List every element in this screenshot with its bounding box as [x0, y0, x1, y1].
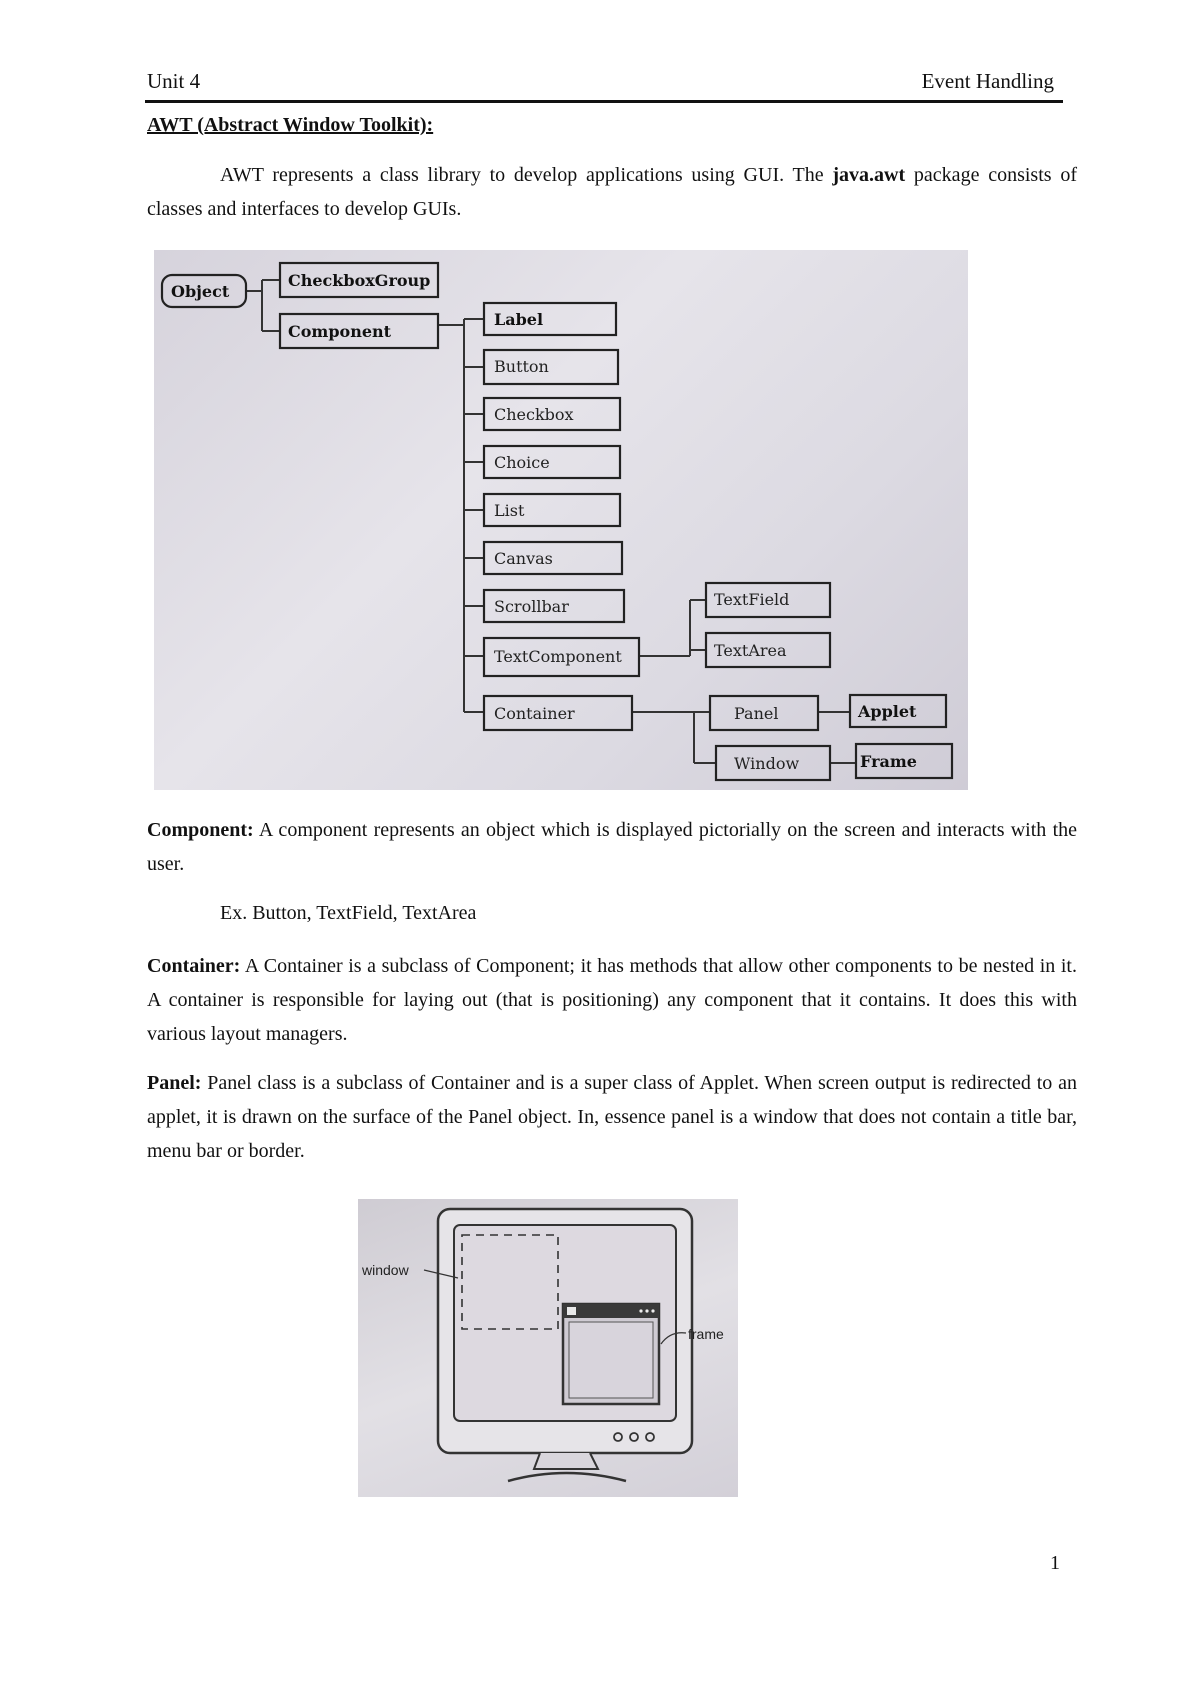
- node-checkbox: Checkbox: [494, 405, 574, 424]
- node-textarea: TextArea: [714, 641, 787, 660]
- page-number: 1: [1050, 1552, 1060, 1574]
- intro-text-2: package consists of classes and interfaces to develop GUIs.: [147, 164, 1077, 220]
- intro-paragraph: [147, 158, 1077, 226]
- node-textfield: TextField: [714, 590, 790, 609]
- component-term: Component:: [147, 819, 254, 841]
- intro-text-1: AWT represents a class library to develop applications using GUI. The: [220, 164, 833, 186]
- container-term: Container:: [147, 955, 241, 977]
- node-applet: Applet: [858, 702, 917, 721]
- node-button: Button: [494, 357, 549, 376]
- header-unit: Unit 4: [147, 69, 201, 93]
- node-window: Window: [734, 754, 800, 773]
- panel-text: Panel class is a subclass of Container and is a super class of Applet. When screen output is redirected to an applet, it is drawn on the surface of the Panel object. In, essence panel is a window that does not contain a title bar, menu bar or border.: [147, 1072, 1077, 1162]
- node-choice: Choice: [494, 453, 550, 472]
- node-list: List: [494, 501, 525, 520]
- panel-term: Panel:: [147, 1072, 202, 1094]
- section-title: AWT (Abstract Window Toolkit):: [147, 114, 434, 136]
- panel-definition: [147, 1066, 1077, 1168]
- container-definition: [147, 949, 1077, 1051]
- node-container: Container: [494, 704, 575, 723]
- node-canvas: Canvas: [494, 549, 553, 568]
- node-frame: Frame: [860, 752, 917, 771]
- node-label: Label: [494, 310, 544, 329]
- node-object: Object: [171, 282, 230, 301]
- intro-package: java.awt: [832, 164, 906, 186]
- frame-label: frame: [688, 1326, 724, 1342]
- node-component: Component: [288, 322, 392, 341]
- awt-hierarchy-diagram: [154, 250, 968, 790]
- node-textcomponent: TextComponent: [494, 647, 622, 666]
- window-label: window: [362, 1262, 409, 1278]
- node-panel: Panel: [734, 704, 779, 723]
- node-checkboxgroup: CheckboxGroup: [288, 271, 431, 290]
- header-rule: [145, 100, 1063, 103]
- frame-titlebar: [563, 1304, 659, 1318]
- header-topic: Event Handling: [921, 69, 1054, 93]
- node-scrollbar: Scrollbar: [494, 597, 569, 616]
- container-text: A Container is a subclass of Component; it has methods that allow other components to be nested in it. A container is responsible for laying out (that is positioning) any component that it contains. It does this with various layout managers.: [147, 955, 1077, 1045]
- component-text: A component represents an object which is displayed pictorially on the screen and interacts with the user.: [147, 819, 1077, 875]
- monitor-figure: [358, 1199, 738, 1497]
- component-definition: [147, 813, 1077, 881]
- example-line: Ex. Button, TextField, TextArea: [220, 902, 477, 924]
